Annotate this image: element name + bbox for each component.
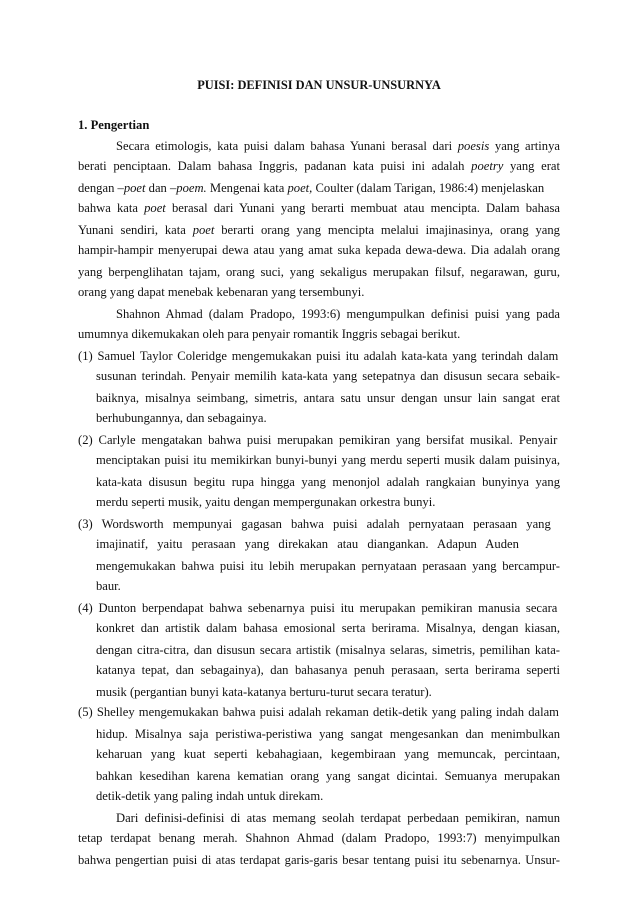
body-line xyxy=(96,684,432,700)
body-line xyxy=(96,368,560,384)
body-line xyxy=(78,242,560,258)
text-run: detik-detik yang paling indah untuk direkam. xyxy=(96,789,324,803)
body-line xyxy=(78,284,364,300)
text-run: (4) Dunton berpendapat bahwa sebenarnya puisi itu merupakan pemikiran manusia secara xyxy=(78,601,558,615)
body-line xyxy=(96,578,121,594)
body-line xyxy=(78,200,560,216)
body-line xyxy=(96,642,560,658)
body-line xyxy=(116,306,560,322)
text-run: susunan terindah. Penyair memilih kata-kata yang setepatnya dan disusun secara sebaik- xyxy=(96,369,560,383)
text-run: (2) Carlyle mengatakan bahwa puisi merupakan pemikiran yang bersifat musikal. Penyair xyxy=(78,433,558,447)
text-run: Dari definisi-definisi di atas memang seolah terdapat perbedaan pemikiran, namun xyxy=(116,811,560,825)
italic-term: poet xyxy=(144,201,166,215)
body-line xyxy=(96,558,560,574)
body-line xyxy=(78,326,460,342)
body-line xyxy=(96,390,560,406)
text-run: (3) Wordsworth mempunyai gagasan bahwa puisi adalah pernyataan perasaan yang xyxy=(78,517,551,531)
text-run: berarti orang yang mencipta melalui imajinasinya, orang yang xyxy=(214,223,560,237)
body-line xyxy=(96,662,560,678)
italic-term: poetry xyxy=(471,159,504,173)
text-run: Coulter (dalam Tarigan, 1986:4) menjelaskan xyxy=(312,181,545,195)
text-run: Yunani sendiri, kata xyxy=(78,223,193,237)
body-line xyxy=(78,516,551,532)
body-line xyxy=(96,410,267,426)
text-run: (1) Samuel Taylor Coleridge mengemukakan puisi itu adalah kata-kata yang terindah dalam xyxy=(78,349,559,363)
text-run: dan xyxy=(145,181,170,195)
text-run: imajinatif, yaitu perasaan yang direkakan atau diangankan. Adapun Auden xyxy=(96,537,519,551)
text-run: baur. xyxy=(96,579,121,593)
italic-term: –poem. xyxy=(169,181,207,195)
text-run: berati penciptaan. Dalam bahasa Inggris, padanan kata puisi ini adalah xyxy=(78,159,472,173)
body-line xyxy=(78,264,560,280)
text-run: yang artinya xyxy=(489,139,560,153)
text-run: baiknya, misalnya seimbang, simetris, antara satu unsur dengan unsur lain sangat erat xyxy=(96,391,560,405)
body-line xyxy=(96,452,560,468)
text-run: orang yang dapat menebak kebenaran yang tersembunyi. xyxy=(78,285,365,299)
text-run: berhubungannya, dan sebagainya. xyxy=(96,411,267,425)
text-run: hampir-hampir menyerupai dewa atau yang amat suka kepada dewa-dewa. Dia adalah orang xyxy=(78,243,560,257)
body-line xyxy=(96,536,519,552)
section-heading: 1. Pengertian xyxy=(78,118,150,132)
body-line xyxy=(78,600,557,616)
text-run: umumnya dikemukakan oleh para penyair romantik Inggris sebagai berikut. xyxy=(78,327,461,341)
italic-term: poesis xyxy=(457,139,490,153)
text-run: hidup. Misalnya saja peristiwa-peristiwa yang sangat mengesankan dan menimbulkan xyxy=(96,727,560,741)
text-run: (5) Shelley mengemukakan bahwa puisi adalah rekaman detik-detik yang paling indah dalam xyxy=(78,705,559,719)
body-line xyxy=(78,222,560,238)
document-title: PUISI: DEFINISI DAN UNSUR-UNSURNYA xyxy=(197,78,441,92)
text-run: tetap terdapat benang merah. Shahnon Ahmad (dalam Pradopo, 1993:7) menyimpulkan xyxy=(78,831,560,845)
text-run: bahwa pengertian puisi di atas terdapat garis-garis besar tentang puisi itu sebenarnya. Unsur- xyxy=(78,853,560,867)
italic-term: poet xyxy=(192,223,215,237)
text-run: bahwa kata xyxy=(78,201,145,215)
text-run: yang erat xyxy=(503,159,560,173)
text-run: konkret dan artistik dalam bahasa emosional serta berirama. Misalnya, dengan kiasan, xyxy=(96,621,560,635)
text-run: Secara etimologis, kata puisi dalam bahasa Yunani berasal dari xyxy=(116,139,458,153)
body-line xyxy=(78,432,557,448)
italic-term: –poet xyxy=(117,181,146,195)
body-line xyxy=(78,158,560,174)
body-line xyxy=(78,830,560,846)
text-run: berasal dari Yunani yang berarti membuat atau mencipta. Dalam bahasa xyxy=(165,201,560,215)
italic-term: poet, xyxy=(287,181,313,195)
text-run: dengan citra-citra, dan disusun secara artistik (misalnya selaras, simetris, pemilihan kata- xyxy=(96,643,560,657)
body-line xyxy=(116,810,560,826)
text-run: yang berpenglihatan tajam, orang suci, yang sekaligus merupakan filsuf, negarawan, guru, xyxy=(78,265,560,279)
text-run: dengan xyxy=(78,181,118,195)
text-run: Mengenai kata xyxy=(206,181,288,195)
body-line xyxy=(96,788,323,804)
body-line xyxy=(78,180,544,196)
body-line xyxy=(96,620,560,636)
body-line xyxy=(78,348,558,364)
text-run: merdu seperti musik, yaitu dengan mempergunakan orkestra bunyi. xyxy=(96,495,436,509)
text-run: keharuan yang kuat seperti kebahagiaan, kegembiraan yang memuncak, percintaan, xyxy=(96,747,560,761)
body-line xyxy=(96,726,560,742)
body-line xyxy=(78,704,559,720)
text-run: katanya tepat, dan sebagainya), dan bahasanya penuh perasaan, serta berirama seperti xyxy=(96,663,560,677)
text-run: kata-kata disusun begitu rupa hingga yang menonjol adalah rangkaian bunyinya yang xyxy=(96,475,560,489)
text-run: menciptakan puisi itu memikirkan bunyi-bunyi yang merdu seperti musik dalam puisinya, xyxy=(96,453,560,467)
body-line xyxy=(78,852,560,868)
body-line xyxy=(96,494,435,510)
text-run: Shahnon Ahmad (dalam Pradopo, 1993:6) mengumpulkan definisi puisi yang pada xyxy=(116,307,560,321)
body-line xyxy=(96,474,560,490)
text-run: mengemukakan bahwa puisi itu lebih merupakan pernyataan perasaan yang bercampur- xyxy=(96,559,560,573)
text-run: bahkan kesedihan karena kematian orang yang sangat dicintai. Semuanya merupakan xyxy=(96,769,560,783)
text-run: musik (pergantian bunyi kata-katanya berturu-turut secara teratur). xyxy=(96,685,432,699)
body-line xyxy=(116,138,560,154)
body-line xyxy=(96,746,560,762)
body-line xyxy=(96,768,560,784)
